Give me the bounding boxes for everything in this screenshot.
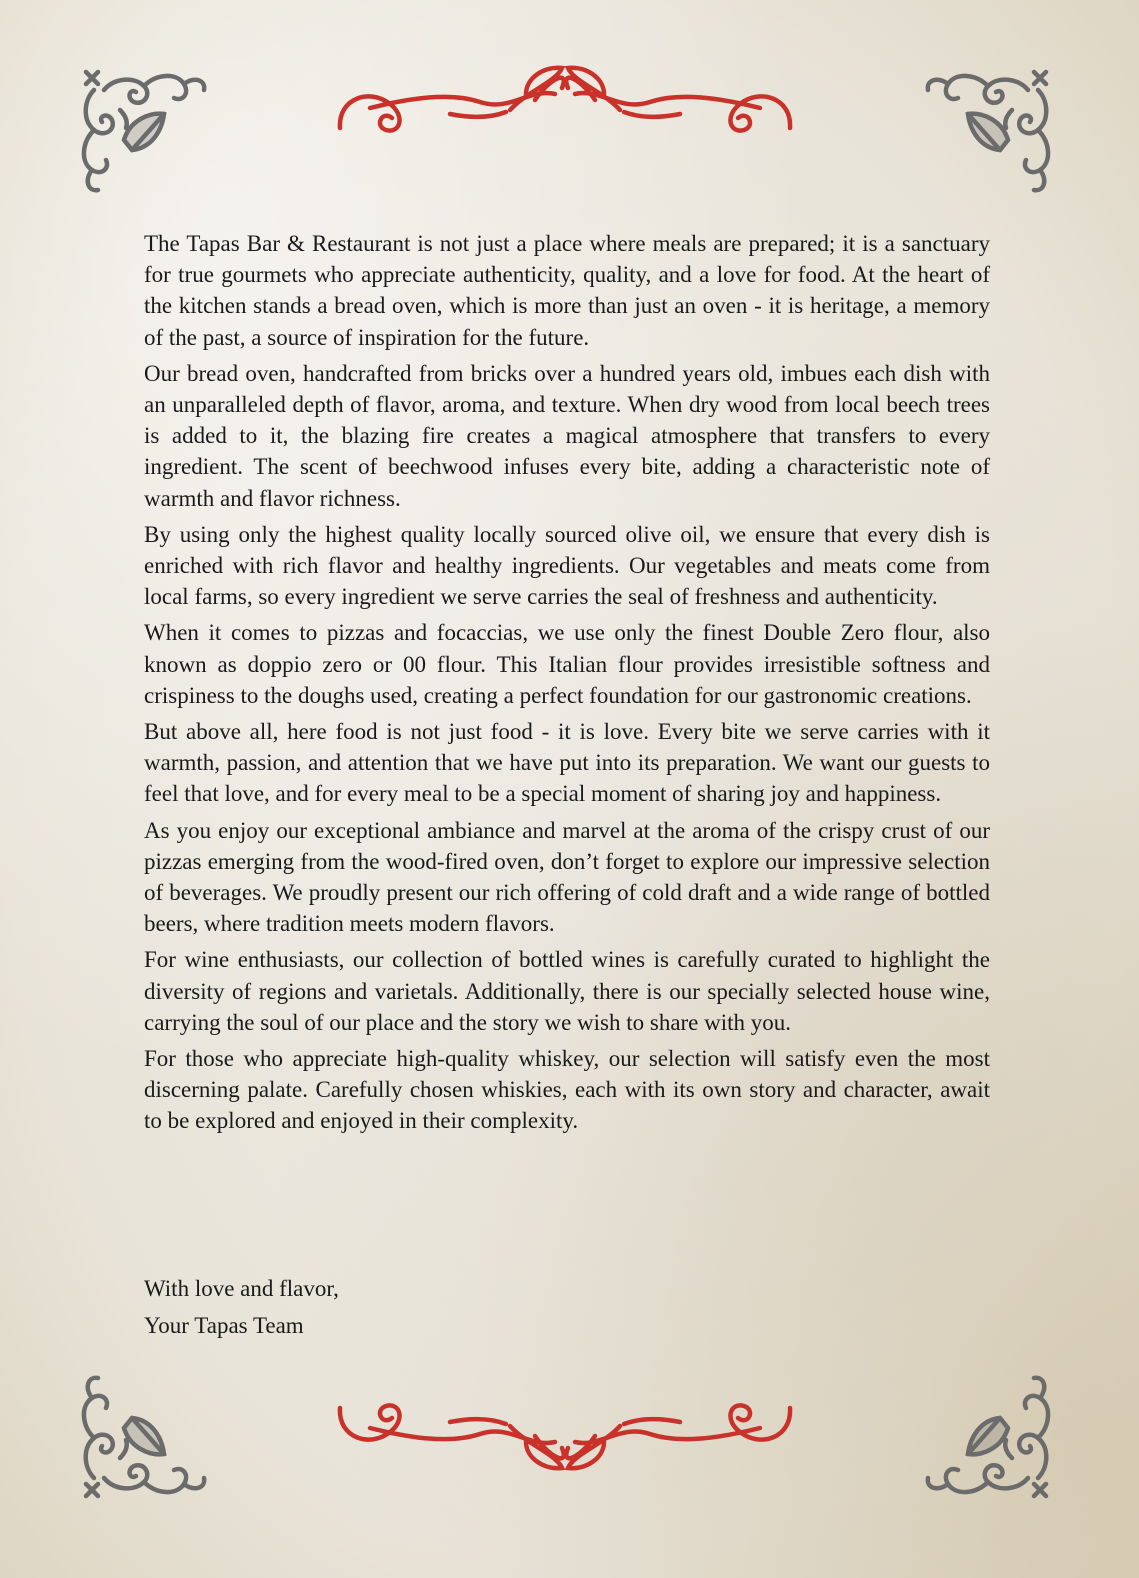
flourish-corner-icon	[918, 1368, 1068, 1518]
paragraph: For wine enthusiasts, our collection of bottled wines is carefully curated to highlight the diversity of regions and varietals. Additionally, there is our specially selected house wine, carrying the soul of our place and the story we wish to share with you.	[144, 947, 990, 1035]
flourish-corner-icon	[918, 50, 1068, 200]
paragraph: For those who appreciate high-quality whiskey, our selection will satisfy even the most discerning palate. Carefully chosen whiskies, each with its own story and character, await to be explored and enjoyed in their complexity.	[144, 1046, 990, 1134]
closing-line: With love and flavor,	[144, 1276, 339, 1301]
letter-body	[144, 228, 990, 1142]
paragraph: But above all, here food is not just food - it is love. Every bite we serve carries with it warmth, passion, and attention that we have put into its preparation. We want our guests to feel that love, and for every meal to be a special moment of sharing joy and happiness.	[144, 719, 990, 807]
signature: Your Tapas Team	[144, 1313, 304, 1338]
signoff	[144, 1270, 339, 1344]
paragraph: The Tapas Bar & Restaurant is not just a place where meals are prepared; it is a sanctuary for true gourmets who appreciate authenticity, quality, and a love for food. At the heart of the kitchen stands a bread oven, which is more than just an oven - it is heritage, a memory of the past, a source of inspiration for the future.	[144, 231, 990, 350]
paragraph: When it comes to pizzas and focaccias, we use only the finest Double Zero flour, also known as doppio zero or 00 flour. This Italian flour provides irresistible softness and crispiness to the doughs used, creating a perfect foundation for our gastronomic creations.	[144, 620, 990, 708]
paragraph: Our bread oven, handcrafted from bricks over a hundred years old, imbues each dish with an unparalleled depth of flavor, aroma, and texture. When dry wood from local beech trees is added to it, the blazing fire creates a magical atmosphere that transfers to every ingredient. The scent of beechwood infuses every bite, adding a characteristic note of warmth and flavor richness.	[144, 360, 990, 511]
flourish-corner-icon	[64, 50, 214, 200]
paragraph: By using only the highest quality locally sourced olive oil, we ensure that every dish is enriched with rich flavor and healthy ingredients. Our vegetables and meats come from local farms, so every ingredient we serve carries the seal of freshness and authenticity.	[144, 521, 990, 610]
paragraph: As you enjoy our exceptional ambiance and marvel at the aroma of the crispy crust of our pizzas emerging from the wood-fired oven, don’t forget to explore our impressive selection of beverages. We proudly present our rich offering of cold draft and a wide range of bottled beers, where tradition meets modern flavors.	[144, 817, 990, 937]
flourish-corner-icon	[64, 1368, 214, 1518]
scroll-divider-icon	[330, 58, 800, 138]
scroll-divider-icon	[330, 1398, 800, 1478]
